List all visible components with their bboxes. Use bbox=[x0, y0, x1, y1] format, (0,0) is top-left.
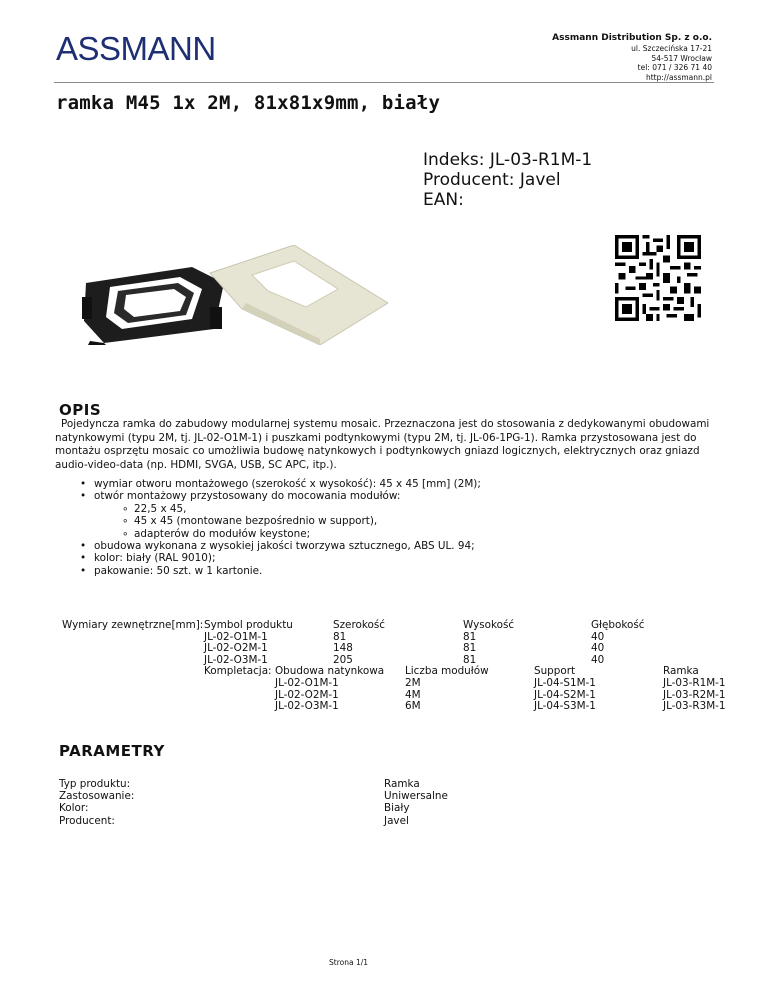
parameter-value: Ramka bbox=[384, 778, 420, 790]
dimensions-cell: 81 bbox=[463, 642, 477, 655]
company-name: Assmann Distribution Sp. z o.o. bbox=[552, 33, 712, 43]
kompletacja-cell: JL-02-O1M-1 bbox=[275, 677, 339, 689]
feature-sub-item: ∘ 22,5 x 45, bbox=[80, 503, 481, 515]
page-number: Strona 1/1 bbox=[329, 958, 369, 967]
parameter-value: Javel bbox=[384, 814, 409, 827]
product-image bbox=[82, 245, 388, 345]
dimensions-header: Symbol produktu bbox=[204, 619, 293, 631]
feature-item: • otwór montażowy przystosowany do mocowania modułów: bbox=[80, 490, 481, 502]
kompletacja-cell: JL-04-S3M-1 bbox=[534, 700, 596, 713]
parameter-key: Producent: bbox=[59, 814, 115, 827]
feature-sub-item: ∘ adapterów do modułów keystone; bbox=[80, 528, 481, 540]
kompletacja-header: Ramka bbox=[663, 665, 699, 678]
feature-item: • wymiar otworu montażowego (szerokość x wysokość): 45 x 45 [mm] (2M); bbox=[80, 478, 481, 490]
dimensions-header: Głębokość bbox=[591, 619, 645, 631]
parameter-value: Uniwersalne bbox=[384, 790, 448, 803]
kompletacja-cell: JL-02-O3M-1 bbox=[275, 700, 339, 713]
dimensions-cell: 148 bbox=[333, 642, 353, 655]
company-logo: ASSMANN bbox=[56, 30, 216, 67]
product-producer: Producent: Javel bbox=[423, 170, 561, 190]
parameter-value: Biały bbox=[384, 802, 410, 815]
section-heading-opis: OPIS bbox=[59, 401, 102, 419]
parameter-key: Zastosowanie: bbox=[59, 790, 135, 803]
kompletacja-cell: JL-03-R2M-1 bbox=[663, 688, 726, 701]
dimensions-cell: 205 bbox=[333, 653, 353, 666]
dimensions-cell: 81 bbox=[333, 630, 347, 643]
dimensions-cell: 40 bbox=[591, 642, 605, 655]
parameter-row bbox=[59, 814, 409, 827]
dimensions-cell: JL-02-O1M-1 bbox=[204, 630, 268, 643]
section-heading-parametry: PARAMETRY bbox=[59, 742, 165, 760]
parameter-row bbox=[59, 778, 420, 790]
company-website[interactable]: http://assmann.pl bbox=[645, 72, 712, 82]
white-frame-icon bbox=[210, 245, 388, 345]
product-ean: EAN: bbox=[423, 190, 464, 210]
dimensions-header: Szerokość bbox=[333, 619, 385, 631]
feature-item: • obudowa wykonana z wysokiej jakości tworzywa sztucznego, ABS UL. 94; bbox=[80, 540, 481, 552]
description-line: Pojedyncza ramka do zabudowy modularnej systemu mosaic. Przeznaczona jest do stosowania z dedykowanymi obudowami bbox=[61, 418, 710, 430]
kompletacja-cell: JL-04-S2M-1 bbox=[534, 688, 596, 701]
header-divider bbox=[54, 82, 714, 83]
support-frame-icon bbox=[82, 267, 224, 345]
parameter-key: Typ produktu: bbox=[59, 778, 131, 790]
kompletacja-cell: JL-03-R1M-1 bbox=[663, 677, 726, 689]
kompletacja-cell: 4M bbox=[405, 688, 421, 701]
product-title: ramka M45 1x 2M, 81x81x9mm, biały bbox=[56, 92, 441, 114]
dimensions-label: Wymiary zewnętrzne[mm]: bbox=[62, 619, 204, 631]
parameter-key: Kolor: bbox=[59, 802, 89, 815]
kompletacja-header: Liczba modułów bbox=[405, 665, 489, 678]
feature-item: • pakowanie: 50 szt. w 1 kartonie. bbox=[80, 565, 481, 577]
company-phone: tel: 071 / 326 71 40 bbox=[637, 63, 712, 72]
company-address-1: ul. Szczecińska 17-21 bbox=[631, 44, 712, 53]
description-line: audio-video-data (np. HDMI, SVGA, USB, SC APC, itp.). bbox=[55, 458, 337, 471]
dimensions-cell: 81 bbox=[463, 630, 477, 643]
description-line: montażu osprzętu mosaic co umożliwia budowę natynkowych i podtynkowych gniazd logicznych, elektrycznych oraz gniazd bbox=[55, 445, 700, 457]
company-address-2: 54-517 Wrocław bbox=[651, 53, 712, 63]
kompletacja-cell: JL-03-R3M-1 bbox=[663, 700, 726, 713]
parameter-row bbox=[59, 790, 448, 803]
parameters-table bbox=[59, 778, 448, 827]
dimensions-cell: JL-02-O2M-1 bbox=[204, 642, 268, 655]
feature-list bbox=[80, 478, 481, 577]
product-meta bbox=[423, 150, 592, 210]
kompletacja-cell: 6M bbox=[405, 700, 421, 713]
dimensions-cell: 81 bbox=[463, 653, 477, 666]
dimensions-header: Wysokość bbox=[463, 619, 515, 631]
dimensions-cell: JL-02-O3M-1 bbox=[204, 653, 268, 666]
kompletacja-cell: JL-02-O2M-1 bbox=[275, 688, 339, 701]
description-line: natynkowymi (typu 2M, tj. JL-02-O1M-1) i puszkami podtynkowymi (typu 2M, tj. JL-06-1PG-1). Ramka przystosowana jest do bbox=[55, 431, 697, 444]
parameter-row bbox=[59, 802, 410, 815]
kompletacja-header: Obudowa natynkowa bbox=[275, 665, 385, 678]
dimensions-cell: 40 bbox=[591, 630, 605, 643]
kompletacja-label: Kompletacja: bbox=[204, 665, 272, 678]
description-text bbox=[55, 418, 715, 472]
qr-code-icon[interactable] bbox=[610, 235, 706, 321]
dimensions-cell: 40 bbox=[591, 653, 605, 666]
kompletacja-header: Support bbox=[534, 665, 576, 678]
kompletacja-cell: JL-04-S1M-1 bbox=[534, 677, 596, 689]
company-info bbox=[552, 33, 712, 82]
feature-sub-item: ∘ 45 x 45 (montowane bezpośrednio w support), bbox=[80, 515, 481, 527]
dimensions-table bbox=[0, 620, 768, 720]
product-index: Indeks: JL-03-R1M-1 bbox=[423, 150, 593, 170]
feature-item: • kolor: biały (RAL 9010); bbox=[80, 552, 481, 564]
kompletacja-cell: 2M bbox=[405, 677, 421, 689]
